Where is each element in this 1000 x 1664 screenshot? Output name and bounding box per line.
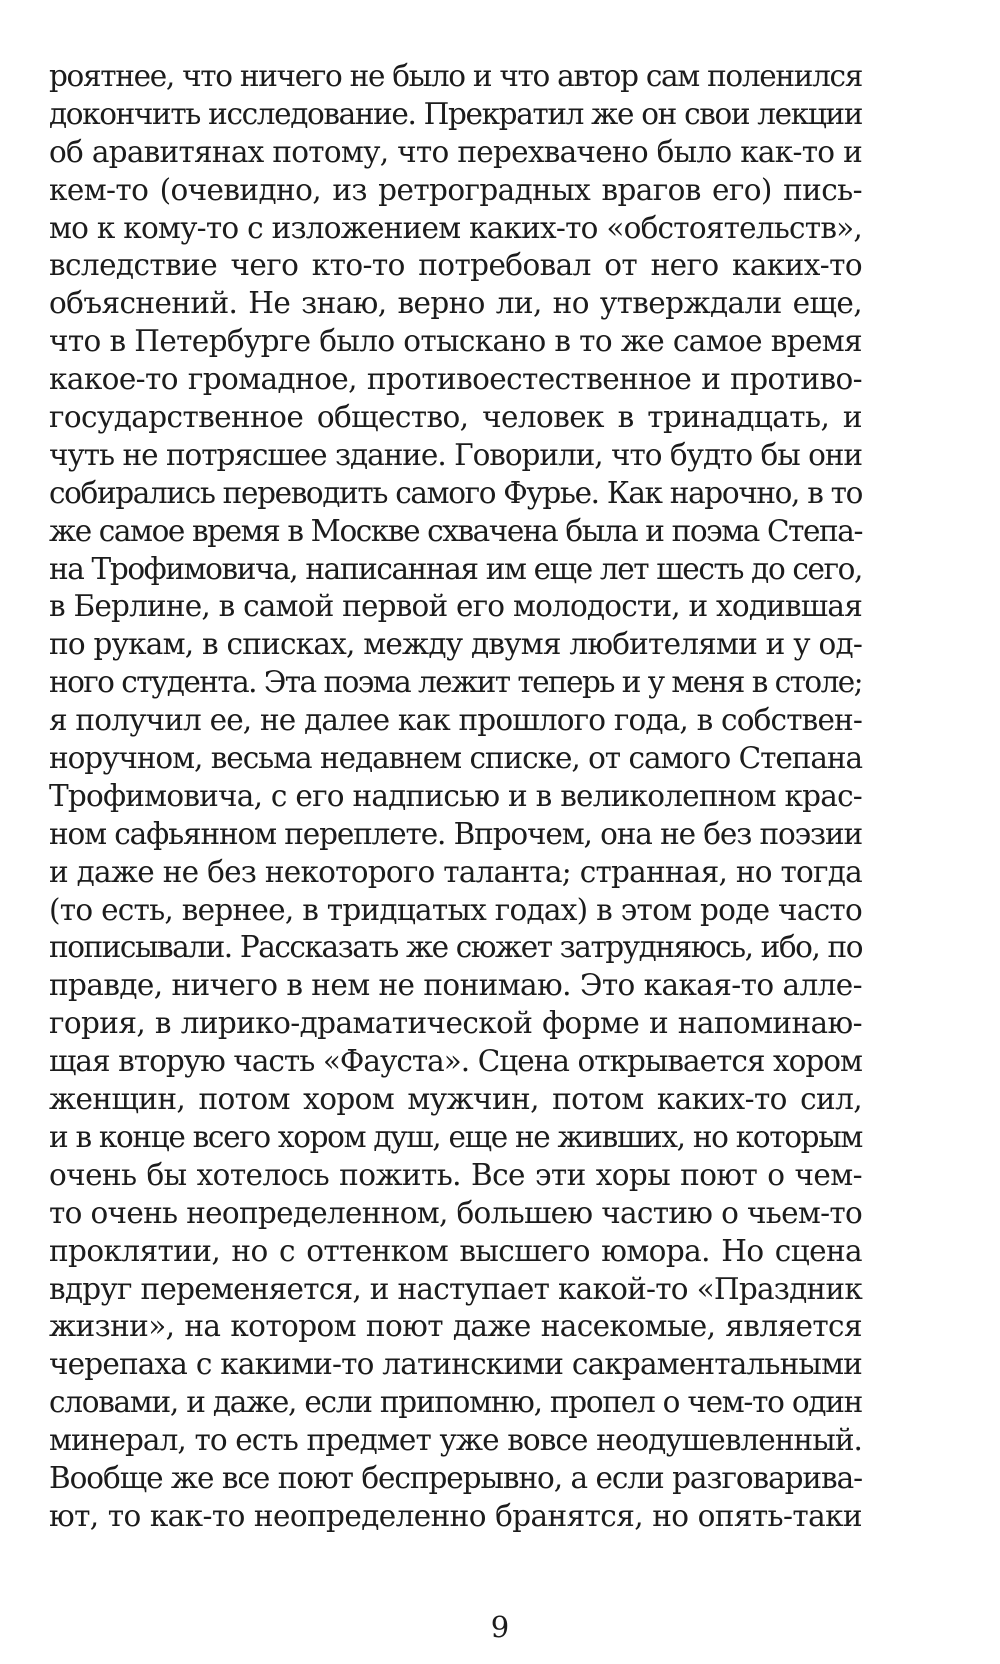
text-line: об аравитянах потому, что перехвачено было как-то и — [49, 134, 862, 169]
text-line: что в Петербурге было отыскано в то же самое время — [49, 324, 862, 359]
text-line: чуть не потрясшее здание. Говорили, что будто бы они — [49, 437, 862, 472]
text-line: жизни», на котором поют даже насекомые, является — [49, 1309, 862, 1344]
text-line: то очень неопределенном, большею частию о чьем-то — [49, 1195, 862, 1230]
text-line: вследствие чего кто-то потребовал от него каких-то — [49, 248, 862, 283]
text-line: ном сафьянном переплете. Впрочем, она не без поэзии — [49, 816, 862, 851]
text-line: словами, и даже, если припомню, пропел о чем-то один — [49, 1385, 862, 1420]
text-line: Вообще же все поют беспрерывно, а если разговарива- — [49, 1460, 862, 1495]
text-line: ют, то как-то неопределенно бранятся, но опять-таки — [49, 1498, 862, 1533]
text-line: докончить исследование. Прекратил же он свои лекции — [49, 96, 862, 131]
text-line: (то есть, вернее, в тридцатых годах) в этом роде часто — [49, 892, 862, 927]
text-line: же самое время в Москве схвачена была и поэма Степа- — [49, 513, 862, 548]
text-line: по рукам, в списках, между двумя любителями и у од- — [49, 627, 862, 662]
text-line: женщин, потом хором мужчин, потом каких-то сил, — [49, 1082, 862, 1117]
text-line: минерал, то есть предмет уже вовсе неодушевленный. — [49, 1423, 862, 1458]
text-line: государственное общество, человек в тринадцать, и — [49, 400, 862, 435]
text-line: кем-то (очевидно, из ретроградных врагов его) пись- — [49, 172, 862, 207]
text-line: я получил ее, не далее как прошлого года, в собствен- — [49, 703, 862, 738]
text-line: собирались переводить самого Фурье. Как нарочно, в то — [49, 475, 862, 510]
text-line: правде, ничего в нем не понимаю. Это какая-то алле- — [49, 968, 862, 1003]
text-line: ного студента. Эта поэма лежит теперь и у меня в столе; — [49, 665, 862, 700]
text-line: мо к кому-то с изложением каких-то «обстоятельств», — [49, 210, 862, 245]
text-line: объяснений. Не знаю, верно ли, но утверждали еще, — [49, 286, 862, 321]
text-line: роятнее, что ничего не было и что автор сам поленился — [49, 59, 862, 93]
text-line: в Берлине, в самой первой его молодости, и ходившая — [49, 589, 862, 624]
page-number: 9 — [490, 1610, 510, 1644]
text-line: вдруг переменяется, и наступает какой-то «Праздник — [49, 1271, 862, 1306]
text-line: очень бы хотелось пожить. Все эти хоры поют о чем- — [49, 1157, 862, 1192]
text-line: черепаха с какими-то латинскими сакраментальными — [49, 1347, 862, 1382]
body-text — [49, 58, 862, 1536]
text-line: пописывали. Рассказать же сюжет затрудняюсь, ибо, по — [49, 930, 862, 965]
text-line: щая вторую часть «Фауста». Сцена открывается хором — [49, 1044, 862, 1079]
text-line: на Трофимовича, написанная им еще лет шесть до сего, — [49, 551, 862, 586]
text-line: какое-то громадное, противоестественное и противо- — [49, 362, 862, 397]
text-line: и в конце всего хором душ, еще не живших, но которым — [49, 1119, 862, 1154]
text-line: гория, в лирико-драматической форме и напоминаю- — [49, 1006, 862, 1041]
text-line: и даже не без некоторого таланта; странная, но тогда — [49, 854, 862, 889]
text-line: проклятии, но с оттенком высшего юмора. Но сцена — [49, 1233, 862, 1268]
text-line: Трофимовича, с его надписью и в великолепном крас- — [49, 778, 862, 813]
text-line: норучном, весьма недавнем списке, от самого Степана — [49, 741, 862, 776]
